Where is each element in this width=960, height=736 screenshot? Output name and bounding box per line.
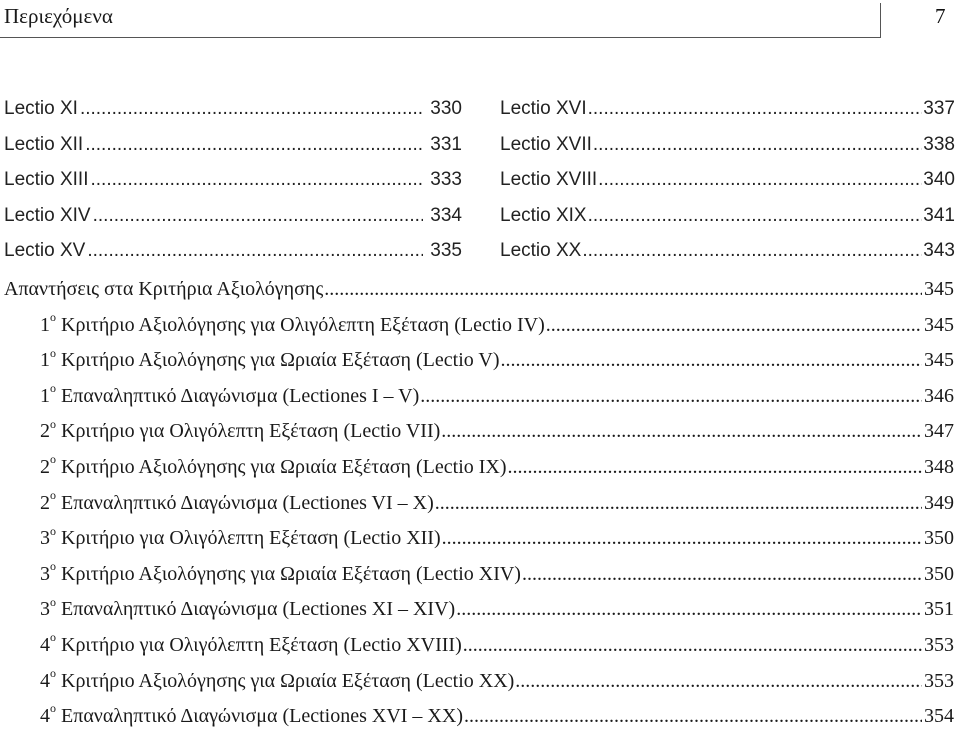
toc-entry-page: 350 [924, 527, 954, 550]
toc-entry-page: 353 [924, 669, 954, 692]
toc-entry[interactable] [500, 162, 955, 198]
toc-entry[interactable] [500, 91, 955, 127]
toc-entry[interactable] [4, 127, 462, 163]
toc-entry-number: $1^o$ [40, 381, 56, 407]
toc-entry-page: 334 [430, 204, 462, 226]
toc-entry-page: 353 [924, 633, 954, 656]
dot-leader [91, 162, 424, 198]
toc-entry-page: 330 [430, 98, 462, 119]
dot-leader [501, 343, 923, 379]
toc-entry-page: 348 [924, 455, 954, 478]
toc-entry[interactable] [4, 343, 954, 379]
dot-leader [80, 91, 423, 127]
toc-entry-label: Lectio XX [500, 240, 582, 261]
toc-entry-number: $3^o$ [40, 523, 56, 550]
toc-entry[interactable] [4, 664, 954, 700]
section-title: Απαντήσεις στα Κριτήρια Αξιολόγησης [4, 278, 324, 300]
toc-entry-label: Επαναληπτικό Διαγώνισμα (Lectiones VI – X) [61, 491, 434, 514]
dot-leader [442, 521, 922, 557]
toc-entry-number: $2^o$ [40, 487, 56, 514]
toc-entry-label: Lectio XVI [500, 98, 587, 119]
toc-entry[interactable] [4, 521, 954, 557]
section-heading[interactable] [4, 272, 954, 308]
toc-entry-number: $3^o$ [40, 594, 56, 621]
toc-entry-label: Lectio XVIII [500, 169, 598, 190]
dot-leader [93, 198, 424, 234]
dot-leader [420, 379, 922, 415]
dot-leader [441, 414, 922, 450]
toc-entry-page: 338 [923, 133, 955, 155]
toc-entry-number: $1^o$ [40, 309, 56, 336]
dot-leader [508, 450, 922, 486]
dot-leader [598, 162, 922, 198]
toc-entry-page: 351 [924, 598, 954, 621]
toc-entry-page: 345 [924, 313, 954, 336]
toc-entry[interactable] [4, 414, 954, 450]
toc-entry-label: Κριτήριο Αξιολόγησης για Ωριαία Εξέταση (Lectio XX) [61, 669, 515, 692]
dot-leader [546, 308, 922, 344]
page-title: Περιεχόμενα [4, 4, 113, 28]
dot-leader [456, 592, 922, 628]
toc-entry-label: Lectio XIII [4, 169, 89, 190]
toc-entry-label: Lectio XIX [500, 204, 587, 226]
toc-entry-page: 350 [924, 562, 954, 585]
dot-leader [464, 699, 922, 735]
toc-entry[interactable] [4, 699, 954, 735]
toc-entry-label: Κριτήριο Αξιολόγησης για Ωριαία Εξέταση (Lectio XIV) [61, 562, 521, 585]
toc-entry-page: 349 [924, 491, 954, 514]
toc-entry[interactable] [4, 198, 462, 234]
toc-entry[interactable] [4, 162, 462, 198]
toc-entry-label: Επαναληπτικό Διαγώνισμα (Lectiones I – V) [61, 384, 420, 407]
toc-entry-number: $4^o$ [40, 665, 56, 692]
toc-entry-number: $3^o$ [40, 559, 56, 585]
toc-entry-page: 354 [924, 705, 954, 728]
toc-entry-label: Lectio XV [4, 240, 86, 261]
toc-entry[interactable] [4, 450, 954, 486]
toc-entry[interactable] [4, 557, 954, 593]
toc-entry[interactable] [4, 233, 462, 269]
toc-entry[interactable] [4, 308, 954, 344]
toc-entry[interactable] [500, 127, 955, 163]
lectio-list-right [500, 91, 955, 269]
toc-entry[interactable] [4, 628, 954, 664]
answers-section [4, 272, 954, 735]
toc-entry-label: Κριτήριο για Ολιγόλεπτη Εξέταση (Lectio XII) [61, 527, 441, 550]
toc-entry-label: Lectio XIV [4, 204, 91, 226]
toc-entry-page: 341 [923, 204, 955, 226]
dot-leader [435, 486, 922, 522]
toc-entry-number: $2^o$ [40, 416, 56, 443]
toc-entry-number: $4^o$ [40, 630, 56, 656]
dot-leader [87, 233, 423, 269]
toc-entry-label: Κριτήριο Αξιολόγησης για Ολιγόλεπτη Εξέταση (Lectio IV) [61, 313, 545, 336]
toc-entry[interactable] [500, 198, 955, 234]
toc-entry-page: 335 [430, 240, 462, 261]
section-page: 345 [924, 278, 954, 300]
toc-entry-label: Lectio XII [4, 133, 84, 155]
header-divider [0, 37, 880, 38]
toc-entry-label: Lectio XI [4, 98, 78, 119]
toc-entry-page: 346 [924, 384, 954, 407]
toc-entry-number: $2^o$ [40, 452, 56, 478]
toc-entry-page: 347 [924, 420, 954, 443]
toc-entry[interactable] [4, 379, 954, 415]
toc-entry-page: 333 [430, 169, 462, 190]
toc-entry-label: Κριτήριο για Ολιγόλεπτη Εξέταση (Lectio XVIII) [61, 633, 462, 656]
toc-entry[interactable] [4, 486, 954, 522]
header-vertical-divider [880, 3, 881, 38]
toc-entry-label: Κριτήριο Αξιολόγησης για Ωριαία Εξέταση (Lectio V) [61, 349, 500, 372]
dot-leader [515, 664, 922, 700]
dot-leader [522, 557, 922, 593]
toc-entry-label: Επαναληπτικό Διαγώνισμα (Lectiones XVI – XX) [61, 705, 463, 728]
toc-entry-label: Κριτήριο για Ολιγόλεπτη Εξέταση (Lectio VII) [61, 420, 441, 443]
toc-entry-number: $4^o$ [40, 701, 56, 728]
toc-entry-page: 340 [923, 169, 955, 190]
dot-leader [582, 233, 922, 269]
toc-entry-page: 345 [924, 349, 954, 372]
lectio-list-left [4, 91, 462, 269]
dot-leader [593, 127, 922, 163]
dot-leader [85, 127, 423, 163]
toc-entry-number: $1^o$ [40, 345, 56, 372]
page-header [0, 0, 960, 40]
toc-entry[interactable] [4, 91, 462, 127]
dot-leader [324, 272, 922, 308]
toc-entry-label: Κριτήριο Αξιολόγησης για Ωριαία Εξέταση (Lectio IX) [61, 455, 507, 478]
dot-leader [588, 91, 923, 127]
toc-entry-page: 337 [923, 98, 955, 119]
toc-entry-page: 343 [923, 240, 955, 261]
toc-entry[interactable] [500, 233, 955, 269]
toc-entry-label: Lectio XVII [500, 133, 592, 155]
toc-entry-page: 331 [430, 133, 462, 155]
dot-leader [463, 628, 922, 664]
toc-entry[interactable] [4, 592, 954, 628]
page-number: 7 [935, 4, 946, 28]
toc-entry-label: Επαναληπτικό Διαγώνισμα (Lectiones XI – XIV) [61, 598, 456, 621]
dot-leader [588, 198, 923, 234]
